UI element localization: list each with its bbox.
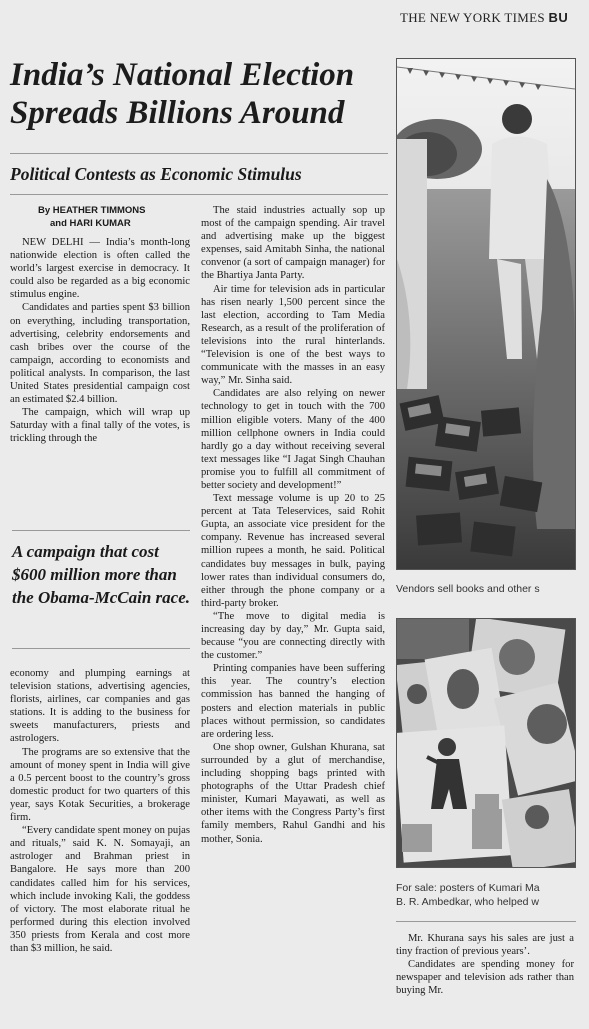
article-paragraph: “The move to digital media is increasing day by day,” Mr. Gupta said, because “you are connecting directly with the customer.” (201, 610, 385, 662)
headline-rule (10, 153, 388, 154)
article-paragraph: Candidates and parties spent $3 billion on everything, including transportation, advertising, celebrity endorsements and cash bribes over the course of the campaign, according to economists and political analysts. In comparison, the last United States presidential campaign cost an estimated $2.4 billion. (10, 302, 190, 406)
masthead-section: BU (548, 10, 569, 25)
byline-line-2: and HARI KUMAR (50, 218, 131, 229)
subhead: Political Contests as Economic Stimulus (10, 164, 302, 184)
posters-caption-line-2: B. R. Ambedkar, who helped w (396, 896, 539, 908)
byline-line-1: By HEATHER TIMMONS (38, 205, 146, 216)
article-paragraph: Text message volume is up 20 to 25 percent at Tata Teleservices, said Rohit Gupta, an associate vice president for the company. Revenue has increased several million rupees a month, he said. Political candidates buy messages in bulk, paying lower rates than individual consumers do, either through the phone company or a third-party broker. (201, 493, 385, 609)
column-2 (201, 204, 385, 1022)
pull-quote: A campaign that cost $600 million more than the Obama-McCain race. (12, 542, 191, 607)
column-3 (396, 932, 574, 1022)
column-1-bottom (10, 667, 190, 1021)
article-paragraph: Candidates are spending money for newspaper and television ads rather than buying Mr. (396, 959, 574, 997)
article-paragraph: “Every candidate spent money on pujas and rituals,” said K. N. Somayaji, an astrologer and Brahman priest in Bangalore. He says more than 200 candidates called him for his services, which include invoking Kali, the goddess of victory. The most elaborate ritual he performed during this election involved 350 priests from Kerala and cost more than $3 million, he said. (10, 825, 190, 954)
article-paragraph: The campaign, which will wrap up Saturday with a final tally of the votes, is trickling through the (10, 407, 190, 445)
article-paragraph: One shop owner, Gulshan Khurana, sat surrounded by a glut of merchandise, including shopping bags printed with photographs of the Uttar Pradesh chief minister, Kumari Mayawati, as well as other items with the Congress Party’s first family members, Rahul Gandhi and his mother, Sonia. (201, 741, 385, 845)
headline (10, 56, 390, 132)
column-1-top (10, 236, 190, 524)
headline-line-1: India’s National Election (10, 57, 355, 93)
headline-line-2: Spreads Billions Around (10, 95, 345, 131)
pull-quote-rule-bottom (12, 648, 190, 649)
pull-quote-rule-top (12, 530, 190, 531)
article-paragraph: economy and plumping earnings at television stations, advertising agencies, florists, airlines, car companies and gas stations. It is adding to the business for sweets manufacturers, priests and astrologers. (10, 668, 190, 745)
article-paragraph: Candidates are also relying on newer technology to get in touch with the 700 million eligible voters. Many of the 400 million cellphone owners in India could hardly go a day without receiving several text messages like “I Jagat Singh Chauhan promise you to fulfill all commitment of better society and development!” (201, 388, 385, 491)
subhead-rule (10, 194, 388, 195)
article-paragraph: NEW DELHI — India’s month-long nationwide election is often called the world’s largest exercise in democracy. It could also be regarded as a big economic stimulus engine. (10, 237, 190, 301)
vendors-photo (396, 58, 576, 570)
posters-photo-image (397, 619, 575, 867)
masthead (400, 10, 589, 28)
vendors-photo-caption: Vendors sell books and other s (396, 583, 540, 595)
caption-rule (396, 921, 576, 922)
article-paragraph: Mr. Khurana says his sales are just a tiny fraction of previous years’. (396, 933, 574, 958)
article-paragraph: The staid industries actually sop up most of the campaign spending. Air travel and advertising make up the biggest expenses, said Amitabh Sinha, the national convenor (a sort of campaign manager) for the Bhartiya Janta Party. (201, 205, 385, 282)
byline (38, 204, 218, 230)
posters-photo (396, 618, 576, 868)
article-paragraph: The programs are so extensive that the amount of money spent in India will give a 0.5 percent boost to the country’s gross domestic product for two quarters of this year, says Kotak Securities, a brokerage firm. (10, 746, 190, 824)
article-paragraph: Air time for television ads in particular has risen nearly 1,500 percent since the last election, according to Tam Media Research, as a result of the proliferation of televisions into the rural hinterlands. “Television is one of the best ways to communicate with the masses in an easy way,” Mr. Sinha said. (201, 283, 385, 387)
posters-caption-line-1: For sale: posters of Kumari Ma (396, 882, 540, 894)
vendors-photo-image (397, 59, 575, 569)
posters-photo-caption (396, 881, 585, 909)
masthead-paper: THE NEW YORK TIMES (400, 10, 545, 25)
article-paragraph: Printing companies have been suffering this year. The country’s election commission has banned the hanging of posters and election materials in public places without permission, so candidates are ordering less. (201, 663, 385, 740)
